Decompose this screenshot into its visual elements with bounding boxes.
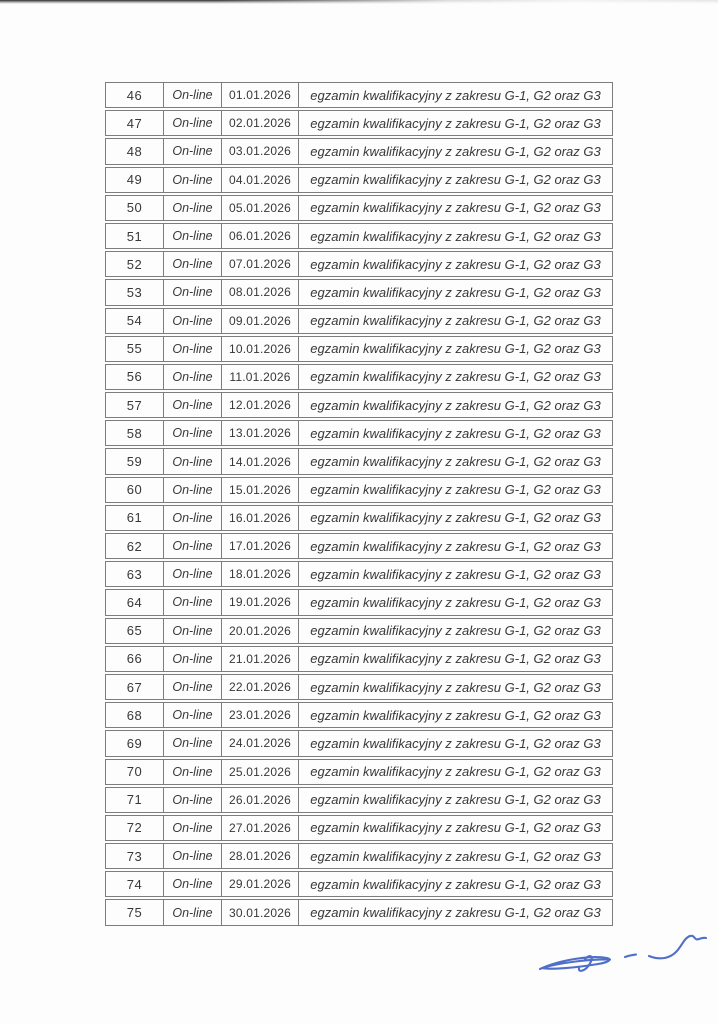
table-row: [105, 420, 613, 446]
mode-cell: On-line: [163, 506, 221, 530]
date-cell: 26.01.2026: [221, 788, 298, 812]
mode-cell: On-line: [163, 111, 221, 135]
row-number-cell: 63: [126, 566, 143, 582]
row-number-cell: 57: [126, 397, 143, 413]
date-cell: 07.01.2026: [221, 252, 298, 276]
description-cell: egzamin kwalifikacyjny z zakresu G-1, G2 oraz G3: [298, 449, 612, 473]
table-row: [105, 899, 613, 925]
date-cell: 03.01.2026: [221, 139, 298, 163]
row-number-cell: 46: [126, 87, 143, 103]
date-cell: 30.01.2026: [221, 900, 298, 924]
row-number-cell: 54: [126, 313, 143, 329]
mode-cell: On-line: [163, 647, 221, 671]
date-cell: 27.01.2026: [221, 816, 298, 840]
table-row: [105, 477, 613, 503]
table-row: [105, 308, 613, 334]
date-cell: 12.01.2026: [221, 393, 298, 417]
table-row: [105, 730, 613, 756]
mode-cell: On-line: [163, 421, 221, 445]
description-cell: egzamin kwalifikacyjny z zakresu G-1, G2 oraz G3: [298, 900, 612, 924]
date-cell: 14.01.2026: [221, 449, 298, 473]
table-row: [105, 448, 613, 474]
handwritten-signature: [533, 928, 709, 992]
mode-cell: On-line: [163, 900, 221, 924]
description-cell: egzamin kwalifikacyjny z zakresu G-1, G2 oraz G3: [298, 760, 612, 784]
date-cell: 22.01.2026: [221, 675, 298, 699]
description-cell: egzamin kwalifikacyjny z zakresu G-1, G2 oraz G3: [298, 139, 612, 163]
mode-cell: On-line: [163, 760, 221, 784]
date-cell: 23.01.2026: [221, 703, 298, 727]
date-cell: 25.01.2026: [221, 760, 298, 784]
row-number-cell: 68: [126, 707, 143, 723]
row-number-cell: 61: [126, 510, 143, 526]
description-cell: egzamin kwalifikacyjny z zakresu G-1, G2 oraz G3: [298, 224, 612, 248]
row-number-cell: 50: [126, 200, 143, 216]
description-cell: egzamin kwalifikacyjny z zakresu G-1, G2 oraz G3: [298, 478, 612, 502]
mode-cell: On-line: [163, 478, 221, 502]
description-cell: egzamin kwalifikacyjny z zakresu G-1, G2 oraz G3: [298, 816, 612, 840]
description-cell: egzamin kwalifikacyjny z zakresu G-1, G2 oraz G3: [298, 168, 612, 192]
table-row: [105, 392, 613, 418]
date-cell: 16.01.2026: [221, 506, 298, 530]
row-number-cell: 71: [126, 792, 143, 808]
row-number-cell: 52: [126, 256, 143, 272]
description-cell: egzamin kwalifikacyjny z zakresu G-1, G2 oraz G3: [298, 83, 612, 107]
description-cell: egzamin kwalifikacyjny z zakresu G-1, G2 oraz G3: [298, 703, 612, 727]
description-cell: egzamin kwalifikacyjny z zakresu G-1, G2 oraz G3: [298, 562, 612, 586]
row-number-cell: 75: [126, 905, 143, 921]
row-number-cell: 67: [126, 679, 143, 695]
description-cell: egzamin kwalifikacyjny z zakresu G-1, G2 oraz G3: [298, 421, 612, 445]
mode-cell: On-line: [163, 139, 221, 163]
mode-cell: On-line: [163, 337, 221, 361]
table-row: [105, 505, 613, 531]
date-cell: 18.01.2026: [221, 562, 298, 586]
description-cell: egzamin kwalifikacyjny z zakresu G-1, G2 oraz G3: [298, 731, 612, 755]
table-row: [105, 533, 613, 559]
mode-cell: On-line: [163, 534, 221, 558]
date-cell: 01.01.2026: [221, 83, 298, 107]
mode-cell: On-line: [163, 309, 221, 333]
table-row: [105, 223, 613, 249]
description-cell: egzamin kwalifikacyjny z zakresu G-1, G2 oraz G3: [298, 534, 612, 558]
mode-cell: On-line: [163, 731, 221, 755]
table-row: [105, 674, 613, 700]
table-row: [105, 787, 613, 813]
row-number-cell: 58: [126, 425, 143, 441]
table-row: [105, 364, 613, 390]
date-cell: 05.01.2026: [221, 196, 298, 220]
row-number-cell: 60: [126, 482, 143, 498]
date-cell: 19.01.2026: [221, 590, 298, 614]
table-row: [105, 589, 613, 615]
mode-cell: On-line: [163, 619, 221, 643]
description-cell: egzamin kwalifikacyjny z zakresu G-1, G2 oraz G3: [298, 675, 612, 699]
row-number-cell: 56: [126, 369, 143, 385]
table-row: [105, 561, 613, 587]
date-cell: 13.01.2026: [221, 421, 298, 445]
date-cell: 28.01.2026: [221, 844, 298, 868]
row-number-cell: 72: [126, 820, 143, 836]
date-cell: 04.01.2026: [221, 168, 298, 192]
description-cell: egzamin kwalifikacyjny z zakresu G-1, G2 oraz G3: [298, 619, 612, 643]
date-cell: 08.01.2026: [221, 280, 298, 304]
mode-cell: On-line: [163, 224, 221, 248]
description-cell: egzamin kwalifikacyjny z zakresu G-1, G2 oraz G3: [298, 309, 612, 333]
row-number-cell: 55: [126, 341, 143, 357]
date-cell: 02.01.2026: [221, 111, 298, 135]
mode-cell: On-line: [163, 675, 221, 699]
row-number-cell: 73: [126, 848, 143, 864]
date-cell: 06.01.2026: [221, 224, 298, 248]
description-cell: egzamin kwalifikacyjny z zakresu G-1, G2 oraz G3: [298, 337, 612, 361]
date-cell: 15.01.2026: [221, 478, 298, 502]
date-cell: 24.01.2026: [221, 731, 298, 755]
mode-cell: On-line: [163, 168, 221, 192]
row-number-cell: 66: [126, 651, 143, 667]
table-row: [105, 618, 613, 644]
description-cell: egzamin kwalifikacyjny z zakresu G-1, G2 oraz G3: [298, 111, 612, 135]
mode-cell: On-line: [163, 252, 221, 276]
table-row: [105, 759, 613, 785]
mode-cell: On-line: [163, 449, 221, 473]
scan-edge-artifact: [0, 0, 718, 4]
description-cell: egzamin kwalifikacyjny z zakresu G-1, G2 oraz G3: [298, 788, 612, 812]
row-number-cell: 51: [126, 228, 143, 244]
table-row: [105, 702, 613, 728]
table-row: [105, 336, 613, 362]
table-row: [105, 110, 613, 136]
table-row: [105, 251, 613, 277]
mode-cell: On-line: [163, 393, 221, 417]
table-row: [105, 279, 613, 305]
description-cell: egzamin kwalifikacyjny z zakresu G-1, G2 oraz G3: [298, 872, 612, 896]
mode-cell: On-line: [163, 590, 221, 614]
description-cell: egzamin kwalifikacyjny z zakresu G-1, G2 oraz G3: [298, 196, 612, 220]
table-row: [105, 167, 613, 193]
description-cell: egzamin kwalifikacyjny z zakresu G-1, G2 oraz G3: [298, 844, 612, 868]
table-row: [105, 82, 613, 108]
mode-cell: On-line: [163, 365, 221, 389]
description-cell: egzamin kwalifikacyjny z zakresu G-1, G2 oraz G3: [298, 506, 612, 530]
description-cell: egzamin kwalifikacyjny z zakresu G-1, G2 oraz G3: [298, 393, 612, 417]
mode-cell: On-line: [163, 280, 221, 304]
mode-cell: On-line: [163, 816, 221, 840]
table-row: [105, 138, 613, 164]
row-number-cell: 49: [126, 172, 143, 188]
row-number-cell: 53: [126, 284, 143, 300]
mode-cell: On-line: [163, 844, 221, 868]
row-number-cell: 47: [126, 115, 143, 131]
row-number-cell: 62: [126, 538, 143, 554]
row-number-cell: 69: [126, 735, 143, 751]
mode-cell: On-line: [163, 83, 221, 107]
row-number-cell: 48: [126, 143, 143, 159]
date-cell: 21.01.2026: [221, 647, 298, 671]
table-row: [105, 195, 613, 221]
table-row: [105, 871, 613, 897]
mode-cell: On-line: [163, 196, 221, 220]
row-number-cell: 59: [126, 454, 143, 470]
mode-cell: On-line: [163, 788, 221, 812]
description-cell: egzamin kwalifikacyjny z zakresu G-1, G2 oraz G3: [298, 365, 612, 389]
row-number-cell: 74: [126, 876, 143, 892]
row-number-cell: 64: [126, 594, 143, 610]
table-row: [105, 646, 613, 672]
mode-cell: On-line: [163, 703, 221, 727]
row-number-cell: 70: [126, 764, 143, 780]
date-cell: 11.01.2026: [221, 365, 298, 389]
description-cell: egzamin kwalifikacyjny z zakresu G-1, G2 oraz G3: [298, 280, 612, 304]
row-number-cell: 65: [126, 623, 143, 639]
date-cell: 17.01.2026: [221, 534, 298, 558]
date-cell: 09.01.2026: [221, 309, 298, 333]
date-cell: 20.01.2026: [221, 619, 298, 643]
table-row: [105, 815, 613, 841]
date-cell: 29.01.2026: [221, 872, 298, 896]
description-cell: egzamin kwalifikacyjny z zakresu G-1, G2 oraz G3: [298, 590, 612, 614]
table-row: [105, 843, 613, 869]
mode-cell: On-line: [163, 562, 221, 586]
exam-schedule-table: [105, 82, 613, 928]
description-cell: egzamin kwalifikacyjny z zakresu G-1, G2 oraz G3: [298, 647, 612, 671]
mode-cell: On-line: [163, 872, 221, 896]
description-cell: egzamin kwalifikacyjny z zakresu G-1, G2 oraz G3: [298, 252, 612, 276]
date-cell: 10.01.2026: [221, 337, 298, 361]
